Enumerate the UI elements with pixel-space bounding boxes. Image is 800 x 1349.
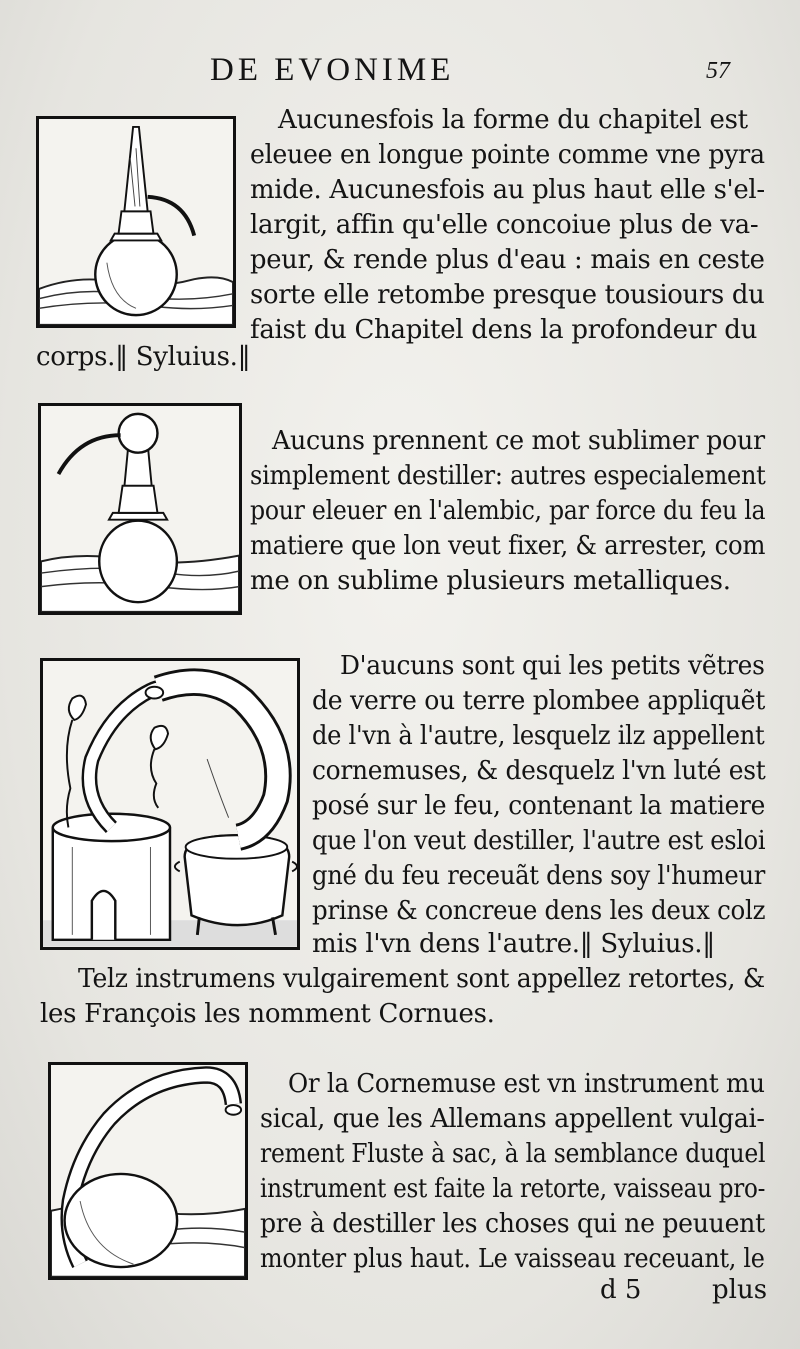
text-line: les François les nomment Cornues. [40,999,495,1029]
text-line: mide. Aucunesfois au plus haut elle s'el- [250,175,765,205]
text-line: Aucuns prennent ce mot sublimer pour [272,426,765,456]
text-line: que l'on veut destiller, l'autre est esloi [312,826,766,856]
text-line: Telz instrumens vulgairement sont appellez retortes, & [78,964,765,994]
text-line: pre à destiller les choses qui ne peuuent [260,1209,765,1239]
text-line: de l'vn à l'autre, lesquelz ilz appellent [312,721,765,751]
text-line: faist du Chapitel dens la profondeur du [250,315,758,345]
text-line: prinse & concreue dens les deux colz [312,896,766,926]
text-line: peur, & rende plus d'eau : mais en ceste [250,245,765,275]
text-line: me on sublime plusieurs metalliques. [250,566,731,596]
text-line: monter plus haut. Le vaisseau receuant, le [260,1244,765,1274]
text-line: gné du feu receuãt dens soy l'humeur [312,861,766,891]
alembic-round-woodcut [38,403,242,615]
text-line: D'aucuns sont qui les petits vẽtres [340,651,765,681]
text-line: de verre ou terre plombee appliquẽt [312,686,766,716]
text-line: cornemuses, & desquelz l'vn luté est [312,756,766,786]
text-line: pour eleuer en l'alembic, par force du feu la [250,496,766,526]
twin-cornemuse-woodcut [40,658,300,950]
text-line: posé sur le feu, contenant la matiere [312,791,766,821]
signature-mark: d 5 [600,1275,642,1305]
text-line: largit, affin qu'elle concoiue plus de va- [250,210,759,240]
text-line: sorte elle retombe presque tousiours du [250,280,765,310]
text-line: instrument est faite la retorte, vaisseau pro- [260,1174,766,1204]
alembic-pointed-woodcut [36,116,236,328]
text-line: sical, que les Allemans appellent vulgai- [260,1104,765,1134]
text-line: eleuee en longue pointe comme vne pyra [250,140,765,170]
text-line: Aucunesfois la forme du chapitel est [278,105,748,135]
text-line: Or la Cornemuse est vn instrument mu [288,1069,765,1099]
text-line: mis l'vn dens l'autre.‖ Syluius.‖ [312,929,715,959]
catchword: plus [712,1275,768,1305]
text-line: simplement destiller: autres especialement [250,461,766,491]
running-title: DE EVONIME [210,52,455,88]
text-line: corps.‖ Syluius.‖ [36,342,251,372]
retort-woodcut [48,1062,248,1280]
text-line: matiere que lon veut fixer, & arrester, com [250,531,766,561]
text-line: rement Fluste à sac, à la semblance duquel [260,1139,766,1169]
page-number: 57 [706,58,730,84]
